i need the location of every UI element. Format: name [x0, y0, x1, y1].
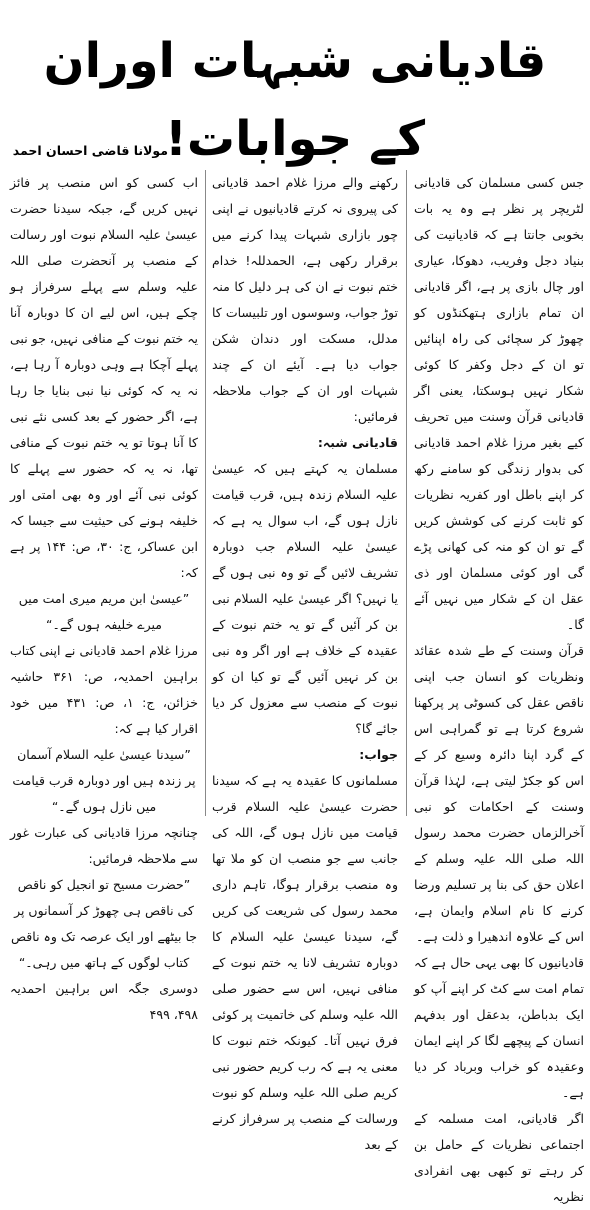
- article-paragraph: رکھنے والے مرزا غلام احمد قادیانی کی پیروی نہ کرتے قادیانیوں نے اپنی چور بازاری شبہات پیدا کرنے میں برقرار رکھی ہے، الحمدللہ! خدام ختم نبوت نے ان کی ہر دلیل کا منہ توڑ جواب، وسوسوں اور تلبیسات کا مدلل، مسکت اور دندان شکن جواب دیا ہے۔ آیئے ان کے چند شبہات اور ان کے جواب ملاحظہ فرمائیں:: [212, 175, 398, 424]
- quote-paragraph: ”سیدنا عیسیٰ علیہ السلام آسمان پر زندہ ہیں اور دوبارہ قرب قیامت میں نازل ہوں گے۔“: [12, 747, 196, 814]
- author-byline: مولانا قاضی احسان احمد: [12, 143, 168, 158]
- article-paragraph: دوسری جگہ اس براہین احمدیہ ۴۹۸، ۴۹۹: [10, 981, 198, 1022]
- quote-paragraph: ”عیسیٰ ابن مریم میری امت میں میرے خلیفہ ہوں گے۔“: [18, 591, 190, 632]
- column-divider: [406, 170, 407, 816]
- article-paragraph: قادیانیوں کا بھی یہی حال ہے کہ تمام امت سے کٹ کر اپنے آپ کو ایک بدباطن، بدعقل اور بدفہم انسان کے پیچھے لگا کر اپنے ایمان وعقیدہ کو خراب وبرباد کر دیا ہے۔: [414, 955, 584, 1100]
- article-paragraph: چنانچہ مرزا قادیانی کی عبارت غور سے ملاحظہ فرمائیں:: [10, 825, 198, 866]
- article-paragraph: مرزا غلام احمد قادیانی نے اپنی کتاب براہین احمدیہ، ص: ۳۶۱ حاشیہ خزائن، ج: ۱، ص: ۴۳۱ میں خود اقرار کیا ہے کہ:: [10, 643, 198, 736]
- column-middle: [212, 170, 398, 1152]
- quote-paragraph: ”حضرت مسیح تو انجیل کو ناقص کی ناقص ہی چھوڑ کر آسمانوں پر جا بیٹھے اور ایک عرصہ تک وہ ناقص کتاب لوگوں کے ہاتھ میں رہی۔“: [10, 877, 198, 970]
- section-heading: جواب:: [359, 747, 398, 762]
- article-paragraph: جس کسی مسلمان کی قادیانی لٹریچر پر نظر ہے وہ یہ بات بخوبی جانتا ہے کہ قادیانیت کی بنیاد دجل وفریب، دھوکا، عیاری اور چال بازی پر ہے، اگر قادیانی ان تمام بازاری ہتھکنڈوں کو چھوڑ کر سچائی کی راہ اپنائیں تو ان کے دجل وکفر کا کوئی شکار نہیں ہوسکتا، یعنی اگر قادیانی قرآن وسنت میں تحریف کیے بغیر مرزا غلام احمد قادیانی کی بدوار زندگی کو سامنے رکھ کر اپنے باطل اور کفریہ نظریات کو ثابت کرنے کی کوشش کریں گے تو ان کو منہ کی کھانی پڑے گی اور کوئی مسلمان اور ذی عقل ان کے شکار میں نہیں آئے گا۔: [414, 175, 584, 632]
- column-left: [10, 170, 198, 1022]
- column-divider: [205, 170, 206, 816]
- section-heading: قادیانی شبہ:: [317, 435, 398, 450]
- article-title: قادیانی شبہات اوران کے جوابات!: [43, 33, 547, 167]
- article-paragraph: مسلمان یہ کہتے ہیں کہ عیسیٰ علیہ السلام زندہ ہیں، قرب قیامت نازل ہوں گے، اب سوال یہ ہے کہ عیسیٰ علیہ السلام جب دوبارہ تشریف لائیں گے تو وہ نبی ہوں گے یا نہیں؟ اگر عیسیٰ علیہ السلام نبی بن کر آئیں گے تو یہ ختم نبوت کے عقیدہ کے خلاف ہے اور اگر وہ نبی بن کر نہیں آئیں گے تو کیا ان کو نبوت کے منصب سے معزول کر دیا جائے گا؟: [212, 461, 398, 736]
- column-right: [414, 170, 584, 1204]
- article-paragraph: قرآن وسنت کے طے شدہ عقائد ونظریات کو انسان جب اپنی ناقص عقل کی کسوٹی پر پرکھنا شروع کرتا ہے تو گمراہی اس کے گرد اپنا دائرہ وسیع کر کے اس کو جکڑ لیتی ہے، لہٰذا قرآن وسنت کے احکامات کو نبی آخرالزماں حضرت محمد رسول اللہ صلی اللہ علیہ وسلم کے اعلان حق کی بنا پر تسلیم ورضا کرنے کا نام اسلام وایمان ہے، اس کے علاوہ اندھیرا و ذلت ہے۔: [414, 643, 584, 944]
- article-paragraph: مسلمانوں کا عقیدہ یہ ہے کہ سیدنا حضرت عیسیٰ علیہ السلام قرب قیامت میں نازل ہوں گے، اللہ کی جانب سے جو منصب ان کو ملا تھا وہ منصب برقرار ہوگا، تاہم داری محمد رسول کی شریعت کی کریں گے، سیدنا عیسیٰ علیہ السلام کا دوبارہ تشریف لانا یہ ختم نبوت کے منافی نہیں، اس سے حضور صلی اللہ علیہ وسلم کی خاتمیت پر کوئی فرق نہیں آتا۔ کیونکہ ختم نبوت کا معنی یہ ہے کہ رب کریم حضور نبی کریم صلی اللہ علیہ وسلم کو نبوت ورسالت کے منصب پر سرفراز کرنے کے بعد: [212, 773, 398, 1152]
- article-paragraph: اب کسی کو اس منصب پر فائز نہیں کریں گے، جبکہ سیدنا حضرت عیسیٰ علیہ السلام نبوت اور رسالت کے منصب پر آنحضرت صلی اللہ علیہ وسلم سے پہلے سرفراز ہو چکے ہیں، اس لیے ان کا دوبارہ آنا یہ ختم نبوت کے منافی نہیں، جو نبی پہلے آچکا ہے وہی دوبارہ آ رہا ہے، نہ یہ کہ کوئی نیا نبی بنایا جا رہا ہے، اگر حضور کے بعد کسی نئے نبی کا آنا ہوتا تو یہ ختم نبوت کے منافی تھا، نہ یہ کہ حضور سے پہلے کا کوئی نبی آئے اور وہ بھی امتی اور خلیفہ ہونے کی حیثیت سے جیسا کہ ابن عساکر، ج: ۳۰، ص: ۱۴۴ پر ہے کہ:: [10, 175, 198, 580]
- article-paragraph: اگر قادیانی، امت مسلمہ کے اجتماعی نظریات کے حامل بن کر رہتے تو کبھی بھی انفرادی نظریہ: [414, 1111, 584, 1204]
